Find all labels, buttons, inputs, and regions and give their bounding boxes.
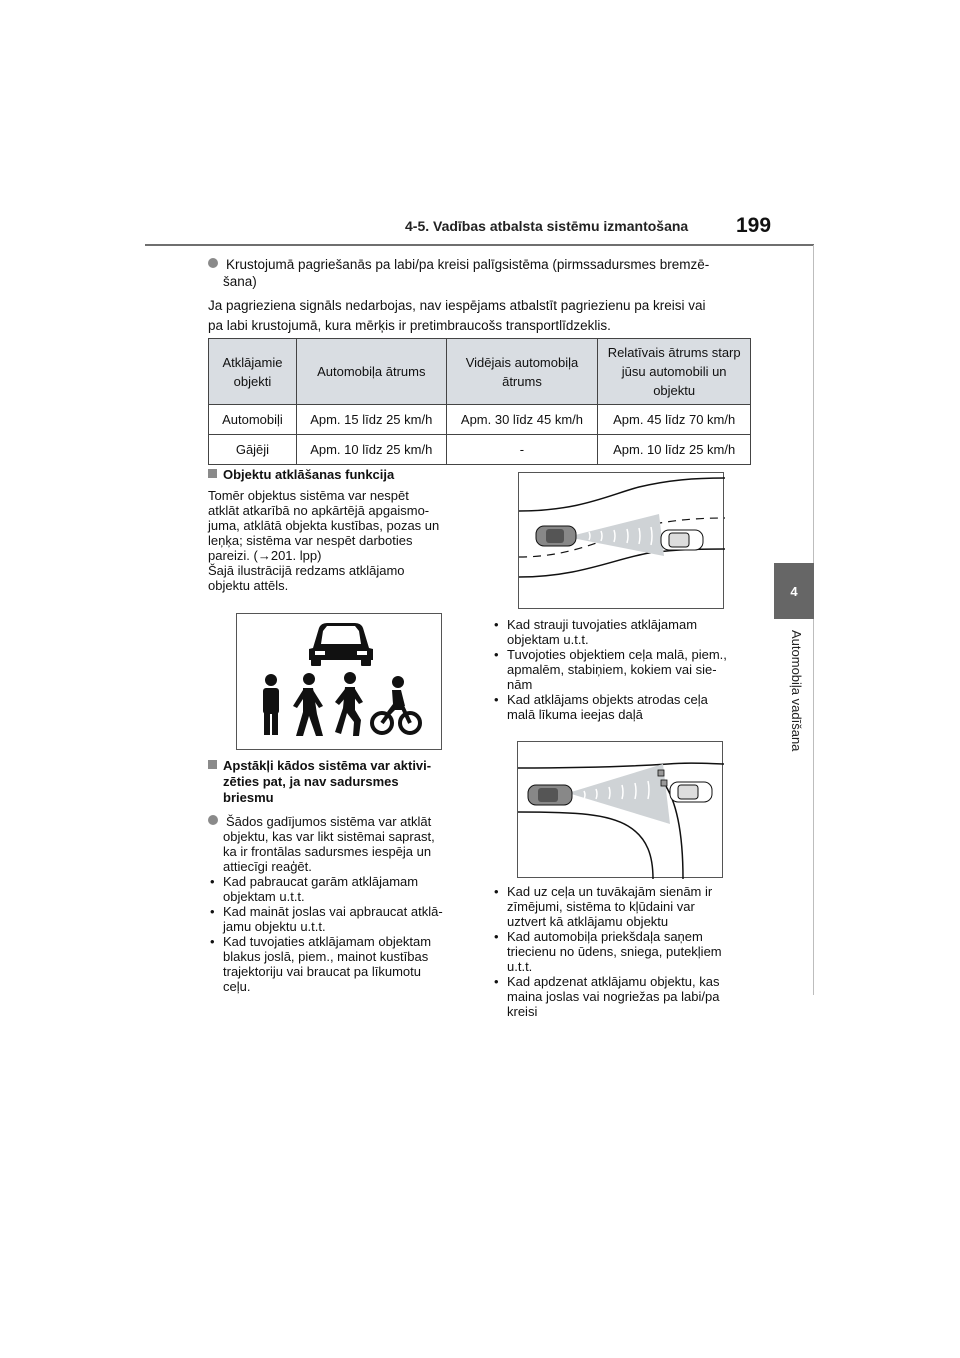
intro-bullet-line1: Krustojumā pagriešanās pa labi/pa kreisi palīgsistēma (pirmssadursmes bremzē-: [226, 257, 710, 272]
car-top-icon: [528, 785, 572, 805]
target-car-top-icon: [670, 782, 712, 802]
section-title: 4-5. Vadības atbalsta sistēmu izmantošana: [405, 218, 689, 234]
chapter-tab-label: Automobiļa vadīšana: [789, 630, 804, 752]
intro-bullet: [208, 256, 753, 290]
table-header-cell: Automobiļa ātrums: [296, 339, 446, 405]
detection-text-line: leņķa; sistēma var nespēt darboties: [208, 533, 413, 548]
intro-para-line1: Ja pagrieziena signāls nedarbojas, nav iespējams atbalstīt pagriezienu pa kreisi vai: [208, 298, 706, 313]
detection-speed-table: [208, 338, 751, 465]
list-item: • Kad strauji tuvojaties atklājamam objektam u.t.t.: [494, 617, 698, 647]
table-header-cell: Vidējais automobiļa ātrums: [446, 339, 598, 405]
conditions-intro: Šādos gadījumos sistēma var atklāt objektu, kas var likt sistēmai saprast, ka ir frontālas sadursmes iespēja un attiecīgi reaģēt.: [208, 814, 470, 874]
table-cell: Automobiļi: [209, 405, 297, 435]
detectable-objects-svg: [237, 614, 443, 751]
header-divider: [145, 244, 814, 246]
detection-text-line: objektu attēls.: [208, 578, 289, 593]
page-number: 199: [736, 214, 772, 237]
intro-paragraph: [208, 296, 753, 336]
table-cell: Apm. 15 līdz 25 km/h: [296, 405, 446, 435]
circle-bullet-icon: [208, 815, 218, 825]
table-cell: Apm. 10 līdz 25 km/h: [296, 435, 446, 465]
conditions-list-a: [492, 617, 760, 722]
table-header-cell: Relatīvais ātrums starp jūsu automobili un objektu: [598, 339, 751, 405]
chapter-tab[interactable]: 4: [774, 563, 814, 619]
running-person-icon: [335, 672, 363, 736]
table-cell: Gājēji: [209, 435, 297, 465]
detection-heading: Objektu atklāšanas funkcija: [208, 467, 470, 483]
list-item: • Kad apdzenat atklājamu objektu, kas maina joslas vai nogriežas pa labi/pa kreisi: [494, 974, 720, 1019]
list-item: • Kad pabraucat garām atklājamam objektam u.t.t.: [210, 874, 419, 904]
list-item: • Kad tuvojaties atklājamam objektam blakus joslā, piem., mainot kustības trajektoriju vai braucat pa līkumotu ceļu.: [210, 934, 432, 994]
target-car-top-icon: [661, 530, 703, 550]
detection-section: [208, 467, 470, 593]
table-cell: Apm. 30 līdz 45 km/h: [446, 405, 598, 435]
standing-person-icon: [263, 674, 279, 735]
detection-text-line: Šajā ilustrācijā redzams atklājamo: [208, 563, 405, 578]
detection-text-line: atklāt atkarībā no apkārtējā apgaismo-: [208, 503, 430, 518]
list-item: • Tuvojoties objektiem ceļa malā, piem., apmalēm, stabiņiem, kokiem vai sie- nām: [494, 647, 727, 692]
detection-text-line: Tomēr objektus sistēma var nespēt: [208, 488, 409, 503]
conditions-section: [208, 758, 470, 994]
curved-road-svg: [519, 473, 725, 610]
table-cell: Apm. 10 līdz 25 km/h: [598, 435, 751, 465]
table-row: [209, 435, 751, 465]
detectable-objects-illustration: [236, 613, 442, 750]
page-reference-link[interactable]: pareizi. (→201. lpp): [208, 548, 322, 563]
walking-person-icon: [293, 673, 323, 736]
list-item: • Kad automobiļa priekšdaļa saņem triecienu no ūdens, sniega, putekļiem u.t.t.: [494, 929, 722, 974]
table-row: [209, 405, 751, 435]
side-divider: [813, 245, 814, 995]
square-bullet-icon: [208, 469, 217, 478]
list-item: • Kad atklājams objekts atrodas ceļa malā līkuma ieejas daļā: [494, 692, 708, 722]
table-cell: -: [446, 435, 598, 465]
conditions-list-b: [492, 884, 760, 1019]
detection-text-line: juma, atklātā objekta kustības, pozas un: [208, 518, 440, 533]
list-item: • Kad uz ceļa un tuvākajām sienām ir zīmējumi, sistēma to kļūdaini var uztvert kā atklājamu objektu: [494, 884, 713, 929]
square-bullet-icon: [208, 760, 217, 769]
curve-entrance-svg: [518, 742, 724, 879]
list-item: • Kad maināt joslas vai apbraucat atklā- jamu objektu u.t.t.: [210, 904, 443, 934]
intro-bullet-line2: šana): [223, 274, 257, 289]
car-top-icon: [536, 526, 576, 546]
curved-road-illustration: [518, 472, 724, 609]
intro-para-line2: pa labi krustojumā, kura mērķis ir pretimbraucošs transportlīdzeklis.: [208, 318, 611, 333]
table-header-row: [209, 339, 751, 405]
table-header-cell: Atklājamie objekti: [209, 339, 297, 405]
conditions-heading: Apstākļi kādos sistēma var aktivi- zēties pat, ja nav sadursmes briesmu: [208, 758, 470, 806]
curve-entrance-illustration: [517, 741, 723, 878]
circle-bullet-icon: [208, 258, 218, 268]
table-cell: Apm. 45 līdz 70 km/h: [598, 405, 751, 435]
cyclist-icon: [372, 708, 420, 733]
